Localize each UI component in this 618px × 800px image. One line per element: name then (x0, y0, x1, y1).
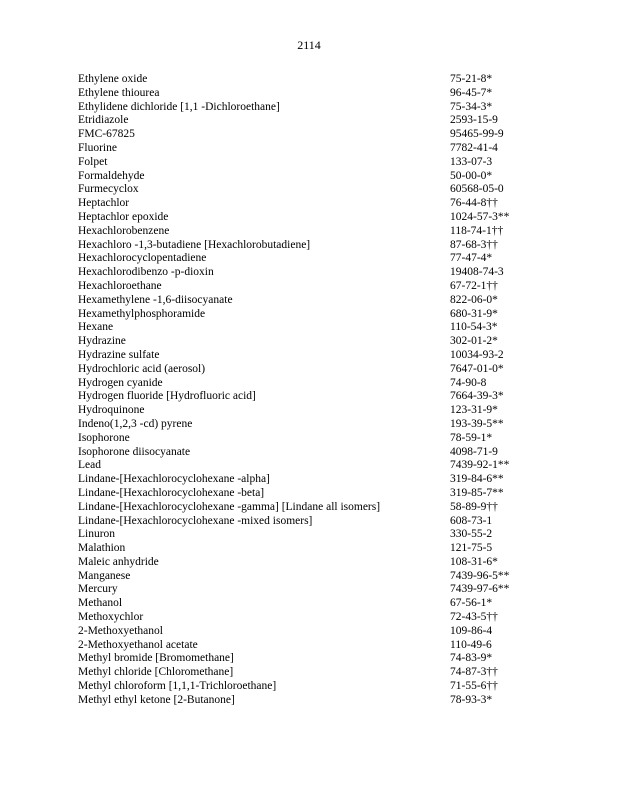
chemical-row (78, 128, 538, 142)
chemical-row (78, 556, 538, 570)
chemical-name: FMC-67825 (78, 128, 135, 141)
chemical-name: Methyl bromide [Bromomethane] (78, 652, 234, 665)
chemical-row (78, 266, 538, 280)
chemical-name: Hexachloroethane (78, 279, 162, 292)
cas-number: 96-45-7* (450, 86, 493, 99)
cas-number: 60568-05-0 (450, 183, 504, 196)
cas-number: 330-55-2 (450, 528, 493, 541)
cas-number: 2593-15-9 (450, 114, 498, 127)
cas-number: 75-34-3* (450, 100, 493, 113)
cas-number: 193-39-5** (450, 417, 504, 430)
cas-number: 118-74-1†† (450, 224, 504, 237)
chemical-name: Heptachlor epoxide (78, 210, 169, 223)
cas-number: 7439-92-1** (450, 459, 510, 472)
chemical-row (78, 680, 538, 694)
chemical-name: Folpet (78, 155, 108, 168)
chemical-row (78, 252, 538, 266)
chemical-name: Hydrazine (78, 335, 126, 348)
cas-number: 110-49-6 (450, 638, 492, 651)
chemical-name: Isophorone diisocyanate (78, 445, 191, 458)
chemical-name: Isophorone (78, 431, 130, 444)
chemical-name: Hexachlorodibenzo -p-dioxin (78, 266, 214, 279)
chemical-row (78, 459, 538, 473)
cas-number: 76-44-8†† (450, 197, 498, 210)
cas-number: 75-21-8* (450, 73, 493, 85)
chemical-name: Hydrogen cyanide (78, 376, 163, 389)
chemical-name: Manganese (78, 569, 131, 582)
chemical-name: Hexane (78, 321, 114, 334)
cas-number: 7782-41-4 (450, 141, 498, 154)
chemical-row (78, 404, 538, 418)
chemical-name: Hexamethylphosphoramide (78, 307, 206, 320)
chemical-name: Lindane-[Hexachlorocyclohexane -alpha] (78, 473, 270, 486)
cas-number: 319-84-6** (450, 473, 504, 486)
chemical-row (78, 363, 538, 377)
chemical-row (78, 225, 538, 239)
chemical-name: Etridiazole (78, 114, 129, 127)
chemical-row (78, 321, 538, 335)
chemical-name: Heptachlor (78, 197, 130, 210)
chemical-name: Methyl chloroform [1,1,1-Trichloroethane] (78, 680, 277, 693)
chemical-name: Hexachlorocyclopentadiene (78, 252, 207, 265)
chemical-row (78, 666, 538, 680)
chemical-row (78, 390, 538, 404)
cas-number: 74-87-3†† (450, 666, 498, 679)
chemical-name: 2-Methoxyethanol (78, 624, 163, 637)
chemical-row (78, 183, 538, 197)
chemical-name: Maleic anhydride (78, 555, 159, 568)
chemical-row (78, 73, 538, 87)
chemical-name: Hydrazine sulfate (78, 348, 160, 361)
cas-number: 608-73-1 (450, 514, 493, 527)
chemical-name: Hexachlorobenzene (78, 224, 170, 237)
chemical-row (78, 239, 538, 253)
cas-number: 302-01-2* (450, 335, 498, 348)
chemical-row (78, 501, 538, 515)
chemical-name: Lindane-[Hexachlorocyclohexane -mixed isomers] (78, 514, 313, 527)
cas-number: 10034-93-2 (450, 348, 504, 361)
chemical-row (78, 570, 538, 584)
cas-number: 7439-96-5** (450, 569, 510, 582)
chemical-row (78, 114, 538, 128)
chemical-list (78, 73, 538, 708)
chemical-name: Lindane-[Hexachlorocyclohexane -beta] (78, 486, 265, 499)
chemical-row (78, 156, 538, 170)
cas-number: 67-56-1* (450, 597, 493, 610)
chemical-name: Malathion (78, 542, 126, 555)
cas-number: 121-75-5 (450, 542, 493, 555)
chemical-name: Methoxychlor (78, 611, 144, 624)
cas-number: 822-06-0* (450, 293, 498, 306)
chemical-name: Hydroquinone (78, 404, 145, 417)
cas-number: 87-68-3†† (450, 238, 498, 251)
chemical-name: Linuron (78, 528, 116, 541)
cas-number: 133-07-3 (450, 155, 493, 168)
cas-number: 110-54-3* (450, 321, 498, 334)
cas-number: 77-47-4* (450, 252, 493, 265)
chemical-row (78, 597, 538, 611)
chemical-row (78, 515, 538, 529)
chemical-name: Fluorine (78, 141, 117, 154)
cas-number: 78-59-1* (450, 431, 493, 444)
chemical-row (78, 446, 538, 460)
cas-number: 7439-97-6** (450, 583, 510, 596)
chemical-row (78, 101, 538, 115)
chemical-row (78, 418, 538, 432)
chemical-row (78, 487, 538, 501)
chemical-row (78, 583, 538, 597)
chemical-name: Lead (78, 459, 101, 472)
cas-number: 78-93-3* (450, 693, 493, 706)
cas-number: 108-31-6* (450, 555, 498, 568)
cas-number: 58-89-9†† (450, 500, 498, 513)
chemical-name: Hydrogen fluoride [Hydrofluoric acid] (78, 390, 256, 403)
chemical-name: 2-Methoxyethanol acetate (78, 638, 198, 651)
chemical-row (78, 694, 538, 708)
chemical-name: Hexamethylene -1,6-diisocyanate (78, 293, 233, 306)
cas-number: 7664-39-3* (450, 390, 504, 403)
chemical-name: Methanol (78, 597, 123, 610)
chemical-row (78, 294, 538, 308)
chemical-name: Ethylidene dichloride [1,1 -Dichloroethane] (78, 100, 280, 113)
chemical-row (78, 280, 538, 294)
chemical-name: Mercury (78, 583, 118, 596)
cas-number: 71-55-6†† (450, 680, 498, 693)
cas-number: 74-90-8 (450, 376, 487, 389)
chemical-row (78, 473, 538, 487)
chemical-name: Formaldehyde (78, 169, 145, 182)
chemical-row (78, 335, 538, 349)
cas-number: 7647-01-0* (450, 362, 504, 375)
chemical-row (78, 528, 538, 542)
chemical-row (78, 625, 538, 639)
chemical-name: Indeno(1,2,3 -cd) pyrene (78, 417, 193, 430)
cas-number: 50-00-0* (450, 169, 493, 182)
chemical-row (78, 432, 538, 446)
cas-number: 72-43-5†† (450, 611, 498, 624)
chemical-row (78, 170, 538, 184)
cas-number: 680-31-9* (450, 307, 498, 320)
chemical-name: Methyl chloride [Chloromethane] (78, 666, 234, 679)
chemical-row (78, 197, 538, 211)
chemical-name: Hydrochloric acid (aerosol) (78, 362, 206, 375)
chemical-row (78, 349, 538, 363)
chemical-row (78, 542, 538, 556)
cas-number: 1024-57-3** (450, 210, 510, 223)
cas-number: 67-72-1†† (450, 279, 498, 292)
chemical-row (78, 639, 538, 653)
cas-number: 19408-74-3 (450, 266, 504, 279)
chemical-name: Hexachloro -1,3-butadiene [Hexachlorobutadiene] (78, 238, 311, 251)
chemical-row (78, 142, 538, 156)
cas-number: 123-31-9* (450, 404, 498, 417)
chemical-row (78, 87, 538, 101)
cas-number: 95465-99-9 (450, 128, 504, 141)
chemical-name: Lindane-[Hexachlorocyclohexane -gamma] [Lindane all isomers] (78, 500, 381, 513)
cas-number: 319-85-7** (450, 486, 504, 499)
chemical-row (78, 308, 538, 322)
chemical-name: Ethylene thiourea (78, 86, 160, 99)
cas-number: 74-83-9* (450, 652, 493, 665)
cas-number: 4098-71-9 (450, 445, 498, 458)
chemical-row (78, 377, 538, 391)
chemical-name: Ethylene oxide (78, 73, 148, 85)
cas-number: 109-86-4 (450, 624, 493, 637)
chemical-row (78, 211, 538, 225)
chemical-name: Furmecyclox (78, 183, 139, 196)
chemical-row (78, 652, 538, 666)
chemical-row (78, 611, 538, 625)
page-number: 2114 (297, 38, 321, 52)
chemical-name: Methyl ethyl ketone [2-Butanone] (78, 693, 235, 706)
